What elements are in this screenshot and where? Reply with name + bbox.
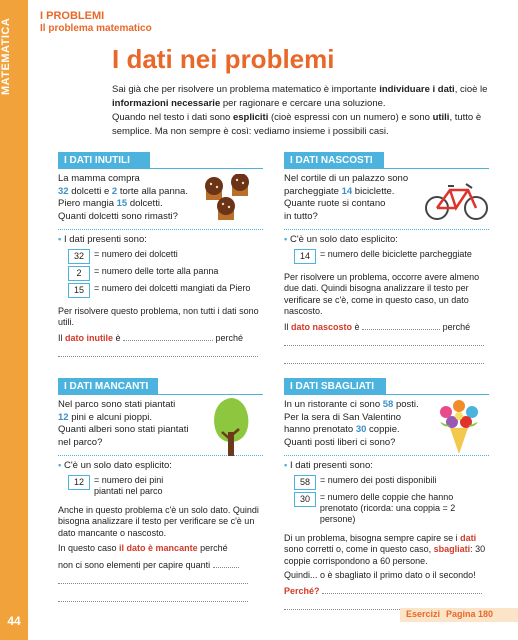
box-heading: I DATI INUTILI	[58, 152, 150, 169]
box-heading: I DATI NASCOSTI	[284, 152, 384, 169]
subject-sidebar	[0, 0, 28, 640]
answer-blank[interactable]	[284, 363, 484, 364]
section-title: I PROBLEMI	[40, 10, 105, 22]
subject-label: MATEMATICA	[0, 17, 12, 95]
data-row: 14 = numero delle biciclette parcheggiate	[284, 249, 489, 264]
footer-exercises-label: Esercizi	[406, 609, 441, 619]
box-heading: I DATI SBAGLIATI	[284, 378, 386, 395]
problem-text: Nel parco sono stati piantati 12 pini e alcuni pioppi. Quanti alberi sono stati piantati nel parco?	[58, 399, 189, 448]
answer-line: Perché?	[284, 585, 320, 596]
explanation-text: Per risolvere questo problema, non tutti i dati sono utili.	[58, 305, 259, 327]
bullet-text: I dati presenti sono:	[289, 460, 373, 471]
data-row: 30 = numero delle coppie che hanno prenotato (ricorda: una coppia = 2 persone)	[284, 492, 489, 525]
data-row: 32 = numero dei dolcetti	[58, 249, 263, 264]
answer-blank[interactable]	[284, 345, 484, 346]
box-heading: I DATI MANCANTI	[58, 378, 158, 395]
bullet-text: I dati presenti sono:	[63, 234, 147, 245]
answer-line: In questo caso il dato è mancante perché	[58, 543, 228, 553]
problem-text: In un ristorante ci sono 58 posti. Per la sera di San Valentino hanno prenotato 30 coppie. Quanti posti liberi ci sono?	[284, 399, 419, 448]
answer-line: non ci sono elementi per capire quanti	[58, 559, 211, 570]
problem-text: La mamma compra 32 dolcetti e 2 torte alla panna. Piero mangia 15 dolcetti. Quanti dolcetti sono rimasti?	[58, 173, 188, 222]
box-dati-mancanti: I DATI MANCANTI Nel parco sono stati piantati 12 pini e alcuni pioppi. Quanti alberi sono stati piantati nel parco? • C'è un solo dato esplicito: 12 = numero dei pini piantati nel parco Anche in questo problema c'è un solo dato. Quindi bisogna analizzare il testo per verificare se c'è un dato mancante o nascosto. In questo caso il dato è mancante perché non ci sono elementi per capire quanti	[58, 378, 263, 607]
page-title: I dati nei problemi	[112, 44, 335, 74]
explanation-text: Per risolvere un problema, occorre avere almeno due dati. Quindi bisogna analizzare il testo per verificare se c'è, come in questo caso, un dato nascosto.	[284, 271, 480, 316]
data-row: 12 = numero dei pini piantati nel parco	[58, 475, 263, 497]
answer-line: Il dato inutile è perché	[58, 332, 244, 343]
footer-page-ref: Pagina 180	[446, 609, 494, 619]
bullet-text: C'è un solo dato esplicito:	[289, 234, 398, 245]
page-number: 44	[7, 614, 21, 628]
flower-bouquet-icon	[434, 398, 484, 456]
box-dati-sbagliati: I DATI SBAGLIATI In un ristorante ci sono 58 posti. Per la sera di San Valentino hanno prenotato 30 coppie. Quanti posti liberi ci sono? • I dati presenti sono: 58 = numero dei posti disponibili 30 = numero delle coppie che hanno prenotato (ricorda: una coppia = 2 persone) Di un problema, bisogna sempre capire se i dati sono corretti o, come in questo caso, sbagliati: 30 coppie corrispondono a 60 persone. Quindi... o è sbagliato il primo dato o il secondo! Perché?	[284, 378, 489, 615]
box-dati-nascosti: I DATI NASCOSTI Nel cortile di un palazzo sono parcheggiate 14 biciclette. Quante ruote si contano in tutto? • C'è un solo dato esplicito: 14 = numero delle biciclette parcheggiate Per risolvere un problema, occorre avere almeno due dati. Quindi bisogna analizzare il testo per verificare se c'è, come in questo caso, un dato nascosto. Il dato nascosto è perché	[284, 152, 489, 369]
answer-blank[interactable]	[58, 356, 258, 357]
data-row: 58 = numero dei posti disponibili	[284, 475, 489, 490]
explanation-text: Quindi... o è sbagliato il primo dato o il secondo!	[284, 570, 476, 580]
data-row: 15 = numero dei dolcetti mangiati da Piero	[58, 283, 263, 298]
bicycle-icon	[424, 178, 490, 222]
explanation-text: Di un problema, bisogna sempre capire se i dati sono corretti o, come in questo caso, sbagliati: 30 coppie corrispondono a 60 persone.	[284, 532, 486, 566]
explanation-text: Anche in questo problema c'è un solo dato. Quindi bisogna analizzare il testo per verificare se c'è un dato mancante o nascosto.	[58, 504, 259, 538]
bullet-text: C'è un solo dato esplicito:	[63, 460, 172, 471]
subsection-title: Il problema matematico	[40, 23, 152, 34]
answer-blank[interactable]	[58, 583, 248, 584]
answer-blank[interactable]	[58, 601, 248, 602]
muffins-icon	[198, 174, 258, 224]
answer-blank[interactable]	[322, 593, 482, 594]
answer-blank[interactable]	[123, 340, 213, 341]
answer-line: Il dato nascosto è perché	[284, 321, 471, 332]
answer-blank[interactable]	[362, 329, 440, 330]
intro-paragraph: Sai già che per risolvere un problema matematico è importante individuare i dati, cioè le informazioni necessarie per ragionare e cercare una soluzione. Quando nel testo i dati sono espliciti (cioè espressi con un numero) e sono utili, tutto è semplice. Ma non sempre è così: vediamo insieme i possibili casi.	[112, 84, 488, 137]
data-row: 2 = numero delle torte alla panna	[58, 266, 263, 281]
box-dati-inutili: I DATI INUTILI La mamma compra 32 dolcetti e 2 torte alla panna. Piero mangia 15 dolcetti. Quanti dolcetti sono rimasti? • I dati presenti sono: 32 = numero dei dolcetti 2 = numero delle torte alla panna 15 = numero dei dolcetti mangiati da Piero Per risolvere questo problema, non tutti i dati sono utili. Il dato inutile è perché	[58, 152, 263, 362]
problem-text: Nel cortile di un palazzo sono parcheggiate 14 biciclette. Quante ruote si contano in tutto?	[284, 173, 409, 222]
tree-icon	[208, 396, 254, 458]
answer-blank[interactable]	[213, 567, 239, 568]
